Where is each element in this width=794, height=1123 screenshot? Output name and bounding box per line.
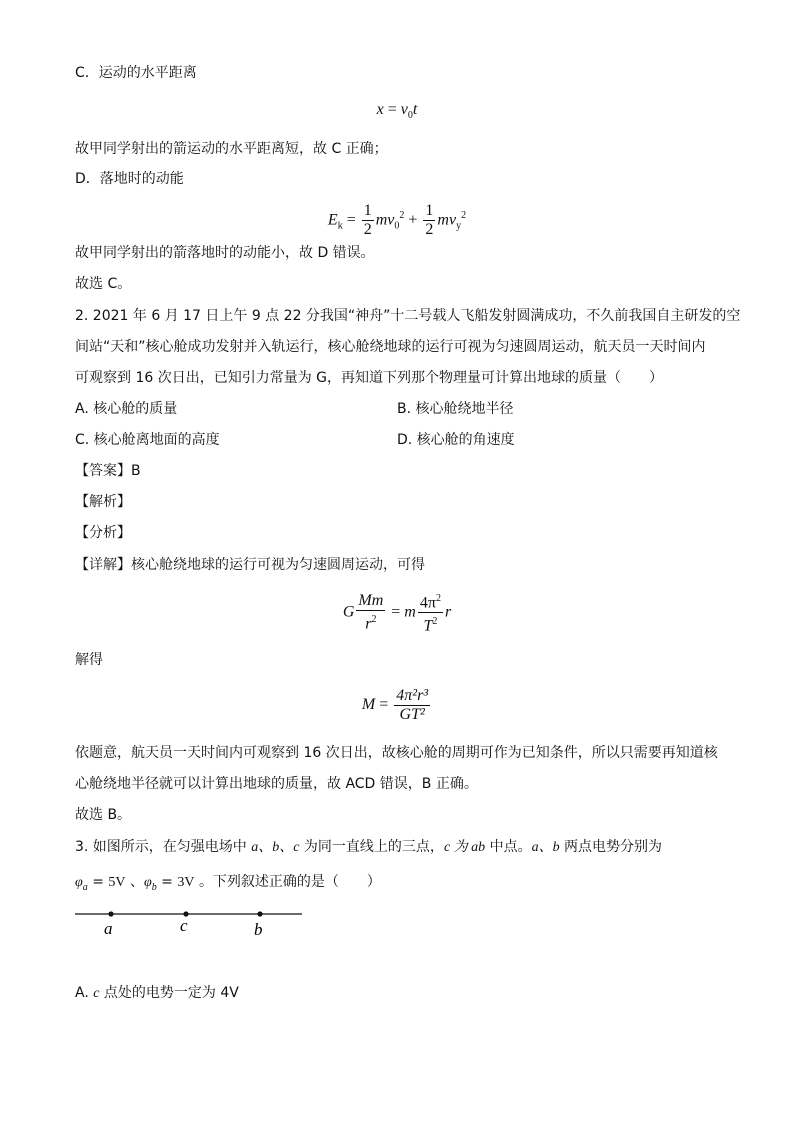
q2-option-a: A. 核心舱的质量 — [75, 401, 178, 417]
q2-option-d: D. 核心舱的角速度 — [397, 432, 515, 448]
analysis-label: 【解析】 — [75, 494, 131, 510]
choose-b: 故选 B。 — [75, 807, 132, 823]
detail-line — [75, 555, 425, 575]
detail-label: 【详解】 — [75, 557, 131, 573]
d-title: D．落地时的动能 — [75, 171, 184, 187]
reason-line-1: 依题意，航天员一天时间内可观察到 16 次日出，故核心舱的周期可作为已知条件，所以只需要再知道核 — [75, 745, 718, 761]
d-conclusion: 故甲同学射出的箭落地时的动能小，故 D 错误。 — [75, 245, 375, 261]
answer-value: B — [131, 463, 141, 479]
choose-c: 故选 C。 — [75, 276, 132, 292]
q2-line-2: 间站“天和”核心舱成功发射并入轨运行，核心舱绕地球的运行可视为匀速圆周运动，航天员一天时间内 — [75, 339, 706, 355]
equation-kinetic-energy: $E_k$ = $\frac{1}{2}$ $mv_0^2$ + $\frac{1}{2}$ $mv_y^2$ — [327, 202, 467, 239]
point-a-dot — [108, 911, 113, 916]
c-conclusion: 故甲同学射出的箭运动的水平距离短，故 C 正确； — [75, 141, 388, 157]
q2-line-3: 可观察到 16 次日出，已知引力常量为 G，再知道下列那个物理量可计算出地球的质量（ ） — [75, 370, 664, 386]
c-title: C．运动的水平距离 — [75, 65, 197, 81]
point-b-dot — [257, 911, 262, 916]
jiede-label: 解得 — [75, 652, 103, 668]
point-c-label: c — [180, 916, 188, 935]
q2-option-c: C. 核心舱离地面的高度 — [75, 432, 220, 448]
q3-line-2: $\varphi_a = 5V$ 、$\varphi_b = 3V$ 。下列叙述正确的是（ ） — [75, 874, 381, 893]
equation-gravity: G $\frac{Mm}{r^2}$ = m $\frac{4\pi^2}{T^2}$ r — [0, 590, 794, 636]
answer-label: 【答案】 — [75, 463, 131, 479]
answer-line — [75, 461, 141, 481]
q2-option-b: B. 核心舱绕地半径 — [397, 401, 514, 417]
point-a-label: a — [104, 919, 113, 938]
q3-line-1: 3. 如图所示，在匀强电场中 a、b、c 为同一直线上的三点，c 为 ab 中点。a、b 两点电势分别为 — [75, 839, 663, 855]
fenxi-label: 【分析】 — [75, 525, 131, 541]
detail-text: 核心舱绕地球的运行可视为匀速圆周运动，可得 — [131, 557, 425, 573]
equation-mass: M = $\frac{\text{4π²r³}}{\text{GT²}}$ — [361, 686, 429, 723]
point-line-figure — [70, 902, 310, 942]
equation-x: $x = v_0t$ — [376, 101, 418, 122]
reason-line-2: 心舱绕地半径就可以计算出地球的质量，故 ACD 错误，B 正确。 — [75, 776, 478, 792]
q2-line-1: 2. 2021 年 6 月 17 日上午 9 点 22 分我国“神舟”十二号载人飞船发射圆满成功，不久前我国自主研发的空 — [75, 308, 741, 324]
q3-option-a: A. c 点处的电势一定为 4V — [75, 985, 239, 1001]
point-b-label: b — [254, 920, 263, 939]
